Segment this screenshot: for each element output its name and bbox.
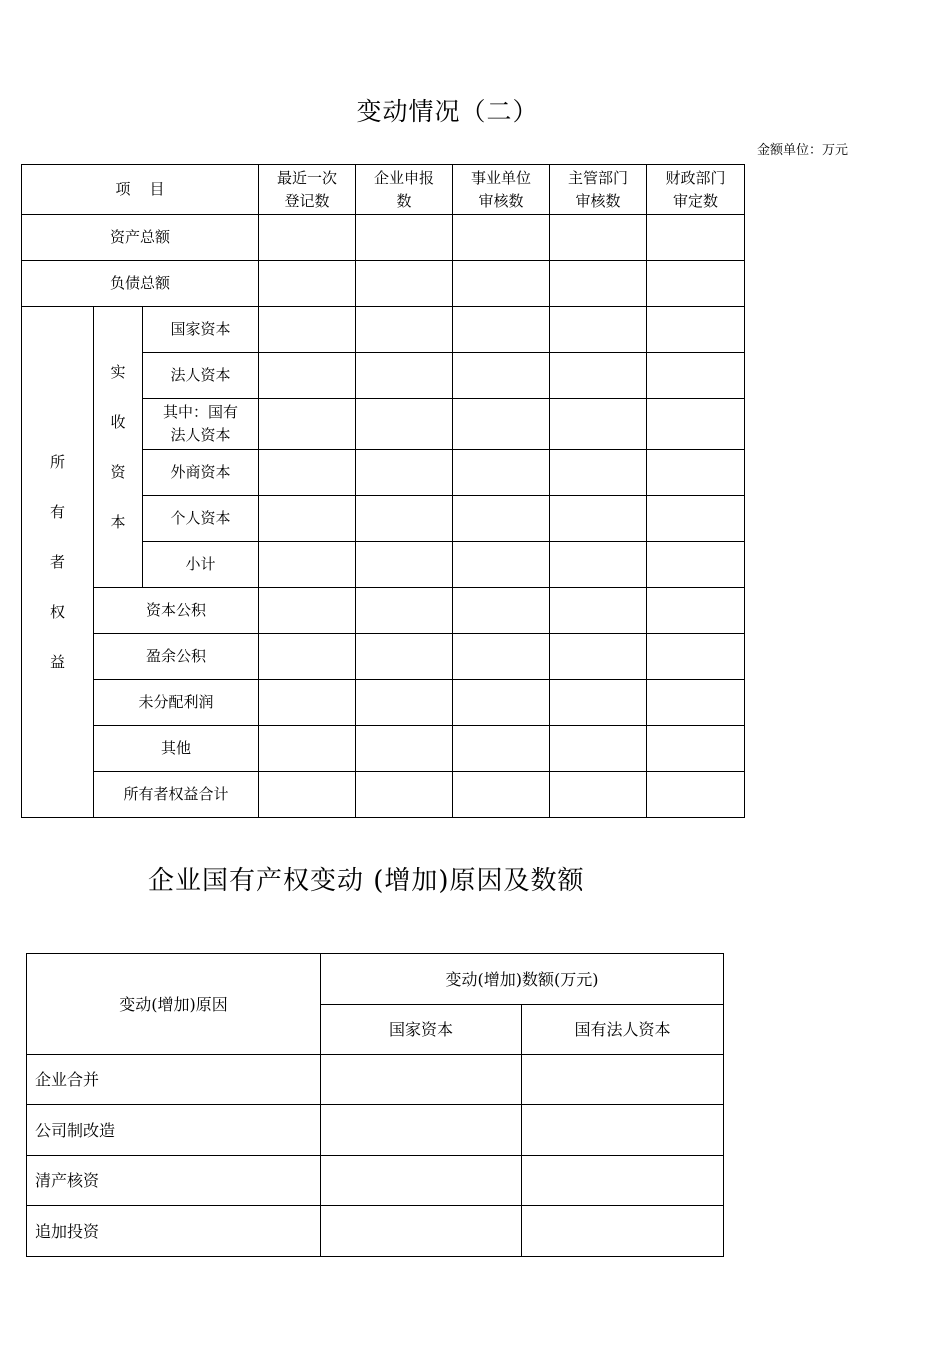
table-row [22,307,745,353]
value-cell[interactable] [522,1055,724,1105]
header-row [22,165,745,215]
header-change-amount: 变动(增加)数额(万元) [321,954,724,1005]
value-cell[interactable] [259,215,356,261]
reason-corporatization: 公司制改造 [27,1105,321,1156]
header-state-legal-person-capital: 国有法人资本 [522,1005,724,1055]
value-cell[interactable] [522,1105,724,1156]
reason-additional-investment: 追加投资 [27,1206,321,1257]
section2-title: 企业国有产权变动 (增加)原因及数额 [148,866,585,896]
value-cell[interactable] [453,450,550,496]
header-state-capital: 国家资本 [321,1005,522,1055]
owners-equity-group-label: 所 有 者 权 益 [22,307,94,818]
value-cell[interactable] [259,588,356,634]
value-cell[interactable] [647,261,745,307]
header-enterprise-declared: 企业申报 数 [356,165,453,215]
row-label-total-assets: 资产总额 [22,215,259,261]
table-row [27,1206,724,1257]
value-cell[interactable] [453,726,550,772]
value-cell[interactable] [356,772,453,818]
change-status-table [21,164,745,818]
value-cell[interactable] [550,588,647,634]
value-cell[interactable] [647,634,745,680]
value-cell[interactable] [356,261,453,307]
table-row [27,1105,724,1156]
value-cell[interactable] [647,726,745,772]
table-row [22,261,745,307]
row-label-state-capital: 国家资本 [143,307,259,353]
value-cell[interactable] [550,772,647,818]
value-cell[interactable] [647,353,745,399]
header-finance-approved: 财政部门 审定数 [647,165,745,215]
value-cell[interactable] [550,353,647,399]
value-cell[interactable] [647,215,745,261]
value-cell[interactable] [453,215,550,261]
value-cell[interactable] [259,450,356,496]
reason-enterprise-merger: 企业合并 [27,1055,321,1105]
value-cell[interactable] [647,399,745,450]
row-label-legal-person-capital: 法人资本 [143,353,259,399]
value-cell[interactable] [453,496,550,542]
value-cell[interactable] [356,588,453,634]
value-cell[interactable] [453,542,550,588]
row-label-total-liabilities: 负债总额 [22,261,259,307]
header-change-reason: 变动(增加)原因 [27,954,321,1055]
value-cell[interactable] [321,1105,522,1156]
value-cell[interactable] [550,542,647,588]
value-cell[interactable] [550,215,647,261]
value-cell[interactable] [453,261,550,307]
row-label-undistributed-profit: 未分配利润 [94,680,259,726]
table-row [22,726,745,772]
value-cell[interactable] [550,261,647,307]
value-cell[interactable] [522,1206,724,1257]
value-cell[interactable] [550,680,647,726]
row-label-owners-equity-total: 所有者权益合计 [94,772,259,818]
value-cell[interactable] [356,399,453,450]
row-label-subtotal: 小计 [143,542,259,588]
reason-asset-verification: 清产核资 [27,1156,321,1206]
value-cell[interactable] [550,450,647,496]
value-cell[interactable] [356,496,453,542]
value-cell[interactable] [550,399,647,450]
value-cell[interactable] [356,215,453,261]
paid-in-capital-group-label: 实 收 资 本 [94,307,143,588]
section1-title: 变动情况（二） [356,97,539,126]
value-cell[interactable] [453,772,550,818]
value-cell[interactable] [453,680,550,726]
table-row [27,1055,724,1105]
value-cell[interactable] [647,496,745,542]
value-cell[interactable] [550,307,647,353]
row-label-other: 其他 [94,726,259,772]
value-cell[interactable] [550,496,647,542]
state-property-change-table [26,953,724,1257]
row-label-individual-capital: 个人资本 [143,496,259,542]
header-institution-reviewed: 事业单位 审核数 [453,165,550,215]
row-label-surplus-reserve: 盈余公积 [94,634,259,680]
value-cell[interactable] [550,726,647,772]
unit-note: 金额单位：万元 [757,143,849,158]
value-cell[interactable] [259,399,356,450]
row-label-foreign-capital: 外商资本 [143,450,259,496]
row-label-state-legal-person-capital: 其中：国有 法人资本 [143,399,259,450]
table-row [22,215,745,261]
value-cell[interactable] [550,634,647,680]
value-cell[interactable] [356,542,453,588]
value-cell[interactable] [259,307,356,353]
row-label-capital-reserve: 资本公积 [94,588,259,634]
value-cell[interactable] [647,450,745,496]
value-cell[interactable] [453,353,550,399]
value-cell[interactable] [356,307,453,353]
value-cell[interactable] [259,726,356,772]
table-row [22,680,745,726]
header-authority-reviewed: 主管部门 审核数 [550,165,647,215]
table-row [27,1156,724,1206]
value-cell[interactable] [356,353,453,399]
value-cell[interactable] [259,496,356,542]
value-cell[interactable] [259,353,356,399]
value-cell[interactable] [321,1156,522,1206]
value-cell[interactable] [453,399,550,450]
value-cell[interactable] [647,542,745,588]
value-cell[interactable] [356,634,453,680]
value-cell[interactable] [356,680,453,726]
value-cell[interactable] [259,542,356,588]
value-cell[interactable] [259,634,356,680]
value-cell[interactable] [647,772,745,818]
value-cell[interactable] [522,1156,724,1206]
value-cell[interactable] [647,307,745,353]
header-last-registered: 最近一次 登记数 [259,165,356,215]
value-cell[interactable] [453,307,550,353]
header-item: 项 目 [22,165,259,215]
value-cell[interactable] [259,772,356,818]
value-cell[interactable] [647,588,745,634]
table-row [22,634,745,680]
value-cell[interactable] [356,726,453,772]
table-row [22,772,745,818]
value-cell[interactable] [356,450,453,496]
value-cell[interactable] [259,680,356,726]
value-cell[interactable] [321,1055,522,1105]
value-cell[interactable] [453,588,550,634]
value-cell[interactable] [453,634,550,680]
value-cell[interactable] [647,680,745,726]
value-cell[interactable] [321,1206,522,1257]
header-row [27,954,724,1005]
table-row [22,588,745,634]
value-cell[interactable] [259,261,356,307]
